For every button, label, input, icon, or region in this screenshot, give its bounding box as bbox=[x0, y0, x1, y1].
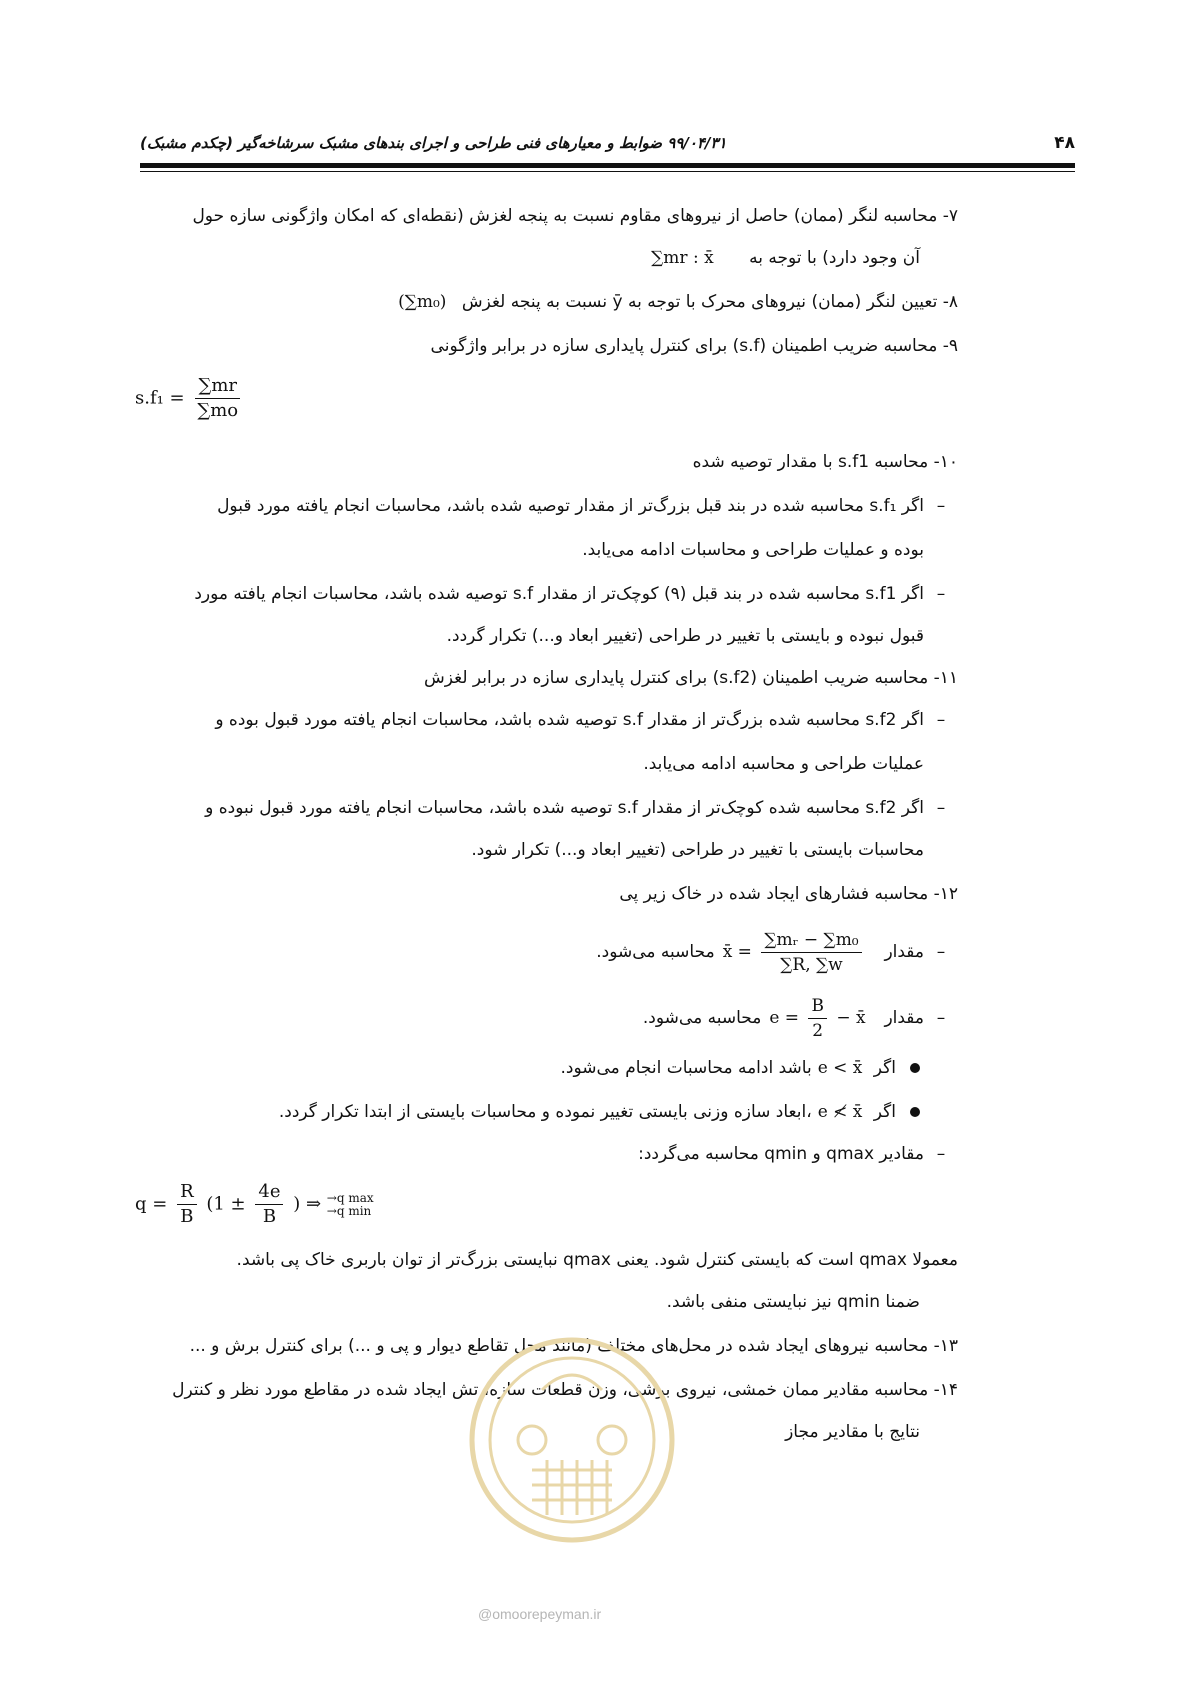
eq-q-mid: (1 ± bbox=[206, 1193, 246, 1215]
item-11-bullet-2-line-1 bbox=[205, 796, 958, 820]
e-lhs: e = bbox=[769, 1008, 800, 1028]
item-12-xbar-post: محاسبه می‌شود. bbox=[596, 942, 715, 962]
eq-q-end: ) ⇒ bbox=[293, 1193, 322, 1215]
item-9-line: ۹- محاسبه ضریب اطمینان (s.f) برای کنترل پایداری سازه در برابر واژگونی bbox=[430, 336, 958, 356]
dash-bullet: – bbox=[936, 584, 946, 604]
item-10-line: ۱۰- محاسبه s.f1 با مقدار توصیه شده bbox=[692, 452, 958, 472]
item-10-bullet-1-line-2: بوده و عملیات طراحی و محاسبات ادامه می‌یابد. bbox=[582, 540, 924, 560]
dot-1-pre: اگر bbox=[873, 1058, 896, 1078]
item-12-q-text: مقادیر qmax و qmin محاسبه می‌گردد: bbox=[638, 1144, 924, 1164]
item-11-line: ۱۱- محاسبه ضریب اطمینان (s.f2) برای کنترل پایداری سازه در برابر لغزش bbox=[424, 668, 958, 688]
dash-bullet: – bbox=[936, 1008, 946, 1028]
eq-q-branches bbox=[327, 1192, 374, 1218]
item-13-line: ۱۳- محاسبه نیروهای ایجاد شده در محل‌های مختلف (مانند محل تقاطع دیوار و پی و ...) برای کنترل برش و ... bbox=[189, 1336, 958, 1356]
item-14-line-2: نتایج با مقادیر مجاز bbox=[785, 1422, 920, 1442]
dash-bullet: – bbox=[936, 1144, 946, 1164]
item-10-bullet-2-line-2: قبول نبوده و بایستی با تغییر در طراحی (تغییر ابعاد و...) تکرار گردد. bbox=[446, 626, 924, 646]
dash-bullet: – bbox=[936, 798, 946, 818]
eq-q-fraction-2 bbox=[255, 1180, 283, 1229]
item-7-text: آن وجود دارد) با توجه به bbox=[749, 248, 920, 268]
item-14-line-1: ۱۴- محاسبه مقادیر ممان خمشی، نیروی برشی، وزن قطعات سازه، تش ایجاد شده در مقاطع مورد نظر و کنترل bbox=[172, 1380, 958, 1400]
item-7-line-2 bbox=[651, 246, 920, 270]
eq-q-max: →q max bbox=[326, 1190, 374, 1205]
item-12-e-pre: مقدار bbox=[884, 1008, 924, 1028]
paragraph-line-2: ضمنا qmin نیز نبایستی منفی باشد. bbox=[666, 1292, 920, 1312]
dash-bullet: – bbox=[936, 942, 946, 962]
dot-2-pre: اگر bbox=[873, 1102, 896, 1122]
item-11-bullet-2-line-2: محاسبات بایستی با تغییر در طراحی (تغییر ابعاد و...) تکرار شود. bbox=[471, 840, 924, 860]
item-10-bullet-1-line-1 bbox=[217, 494, 958, 518]
header-rule-thick bbox=[140, 163, 1075, 168]
e-fraction bbox=[808, 994, 827, 1043]
item-8-line bbox=[398, 290, 958, 314]
eq-q-den-1: B bbox=[180, 1206, 194, 1227]
xbar-fraction bbox=[761, 928, 861, 977]
eq-q-min: →q min bbox=[326, 1203, 372, 1218]
dash-bullet: – bbox=[936, 710, 946, 730]
item-12-xbar-pre: مقدار bbox=[884, 942, 924, 962]
paragraph-line-1: معمولا qmax است که بایستی کنترل شود. یعنی qmax نبایستی بزرگ‌تر از توان باربری خاک پی باشد. bbox=[236, 1250, 958, 1270]
seal-logo-icon bbox=[462, 1330, 682, 1550]
eq-q-lhs: q = bbox=[135, 1193, 168, 1215]
item-12-e-post: محاسبه می‌شود. bbox=[642, 1008, 762, 1028]
eq-q-num-1: R bbox=[177, 1180, 197, 1205]
item-12-dot-2 bbox=[279, 1100, 920, 1124]
dot-2-post: ،ابعاد سازه وزنی بایستی تغییر نموده و محاسبات بایستی از ابتدا تکرار گردد. bbox=[278, 1102, 812, 1122]
dot-1-math: e < x̄ bbox=[817, 1058, 863, 1078]
item-12-q-line bbox=[638, 1142, 958, 1166]
item-10-bullet-2-line-1 bbox=[194, 582, 958, 606]
equation-q bbox=[135, 1180, 374, 1229]
item-11-bullet-1-line-2: عملیات طراحی و محاسبه ادامه می‌یابد. bbox=[643, 754, 924, 774]
item-8-text: ۸- تعیین لنگر (ممان) نیروهای محرک با توجه به ȳ نسبت به پنجه لغزش bbox=[461, 292, 958, 312]
item-12-dot-1 bbox=[561, 1056, 920, 1080]
item-7-math: ∑mr : x̄ bbox=[651, 248, 714, 268]
item-11-b1-text-a: اگر s.f2 محاسبه شده بزرگ‌تر از مقدار s.f توصیه شده باشد، محاسبات انجام یافته مورد قبول بوده و bbox=[215, 710, 924, 730]
eq-q-fraction-1 bbox=[177, 1180, 197, 1229]
eq-q-den-2: B bbox=[262, 1206, 277, 1227]
page-number: ۴۸ bbox=[1054, 133, 1075, 153]
item-12-line: ۱۲- محاسبه فشارهای ایجاد شده در خاک زیر پی bbox=[619, 884, 958, 904]
eq-q-num-2: 4e bbox=[255, 1180, 283, 1205]
item-11-b2-text-a: اگر s.f2 محاسبه شده کوچک‌تر از مقدار s.f توصیه شده باشد، محاسبات انجام یافته مورد قبول نبوده و bbox=[205, 798, 924, 818]
dot-bullet bbox=[910, 1107, 920, 1117]
running-title: ۹۹/۰۴/۳۱ ضوابط و معیارهای فنی طراحی و اجرای بندهای مشبک سرشاخه‌گیر (چکدم مشبک) bbox=[140, 134, 727, 152]
item-11-bullet-1-line-1 bbox=[215, 708, 958, 732]
item-8-math: (∑m₀) bbox=[398, 292, 447, 312]
dot-bullet bbox=[910, 1063, 920, 1073]
xbar-numerator: ∑mᵣ − ∑m₀ bbox=[761, 928, 861, 953]
watermark-url: @omoorepeyman.ir bbox=[478, 1606, 602, 1622]
dash-bullet: – bbox=[936, 496, 946, 516]
eq-sf1-fraction bbox=[194, 374, 241, 423]
dot-2-math: e ≮ x̄ bbox=[817, 1102, 863, 1122]
xbar-lhs: x̄ = bbox=[722, 942, 752, 962]
eq-sf1-numerator: ∑mr bbox=[195, 374, 240, 399]
eq-sf1-denominator: ∑mo bbox=[197, 400, 239, 421]
dot-1-post: باشد ادامه محاسبات انجام می‌شود. bbox=[560, 1058, 812, 1078]
item-12-e-line bbox=[643, 990, 958, 1046]
e-numerator: B bbox=[808, 994, 827, 1019]
equation-sf1 bbox=[135, 374, 245, 423]
item-10-b2-text-a: اگر s.f1 محاسبه شده در بند قبل (۹) کوچک‌تر از مقدار s.f توصیه شده باشد، محاسبات انجام یافته مورد bbox=[194, 584, 924, 604]
xbar-denominator: ∑R, ∑w bbox=[780, 955, 843, 975]
eq-sf1-lhs: s.f₁ = bbox=[135, 387, 185, 409]
page-header bbox=[140, 128, 1075, 158]
item-12-xbar-line bbox=[596, 924, 958, 980]
header-rule-thin bbox=[140, 171, 1075, 172]
item-10-b1-text-a: اگر s.f₁ محاسبه شده در بند قبل بزرگ‌تر از مقدار توصیه شده باشد، محاسبات انجام یافته مورد قبول bbox=[217, 496, 924, 516]
e-rhs: − x̄ bbox=[836, 1008, 866, 1028]
item-7-line-1: ۷- محاسبه لنگر (ممان) حاصل از نیروهای مقاوم نسبت به پنجه لغزش (نقطه‌ای که امکان واژگونی سازه حول bbox=[192, 206, 958, 226]
item-12-e-equation bbox=[769, 996, 871, 1041]
e-denominator: 2 bbox=[812, 1021, 824, 1041]
